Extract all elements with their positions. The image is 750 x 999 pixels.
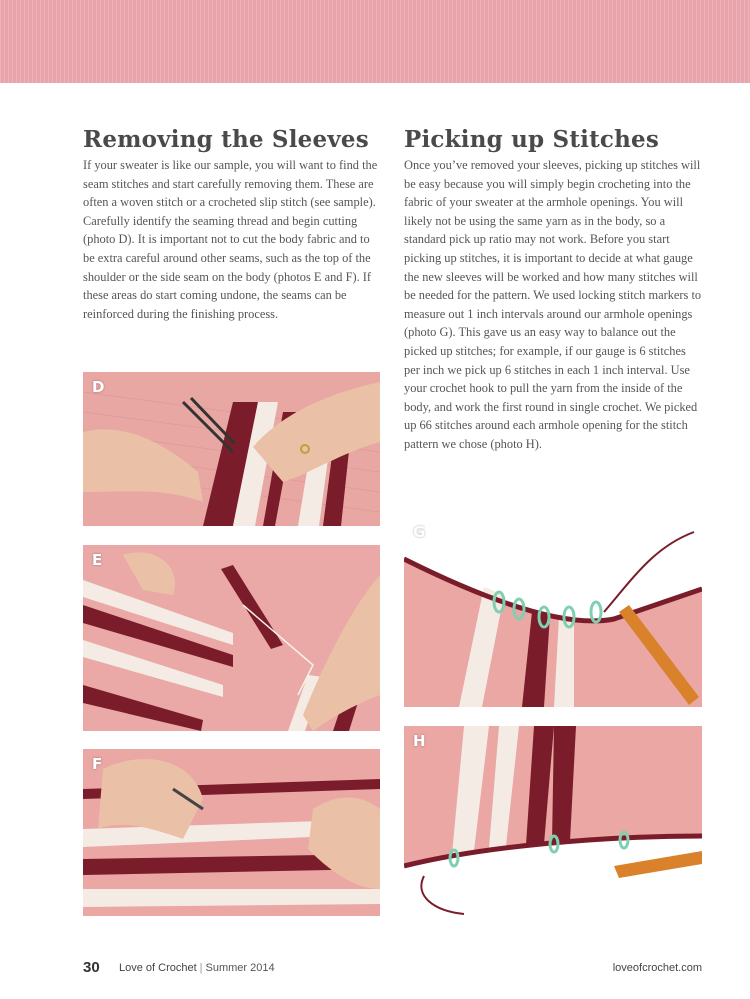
photo-d-cutting-seam: [83, 372, 380, 526]
section-heading-picking-up-stitches: Picking up Stitches: [404, 126, 660, 153]
header-banner: [0, 0, 750, 83]
body-text-removing-sleeves: If your sweater is like our sample, you will want to find the seam stitches and start carefully removing them. These are often a woven stitch or a crocheted slip stitch (see sample). Carefully identify the seaming thread and begin cutting (photo D). It is important not to cut the body fabric and to be extra careful around other seams, such as the top of the shoulder or the side seam on the body (photos E and F). If these areas do start coming undone, the seams can be reinforced during the finishing process.: [83, 158, 378, 321]
photo-g-stitch-markers: [404, 517, 702, 707]
photo-g-label: G: [413, 523, 426, 541]
footer-separator: |: [199, 962, 203, 974]
page-number: 30: [83, 959, 100, 976]
issue-date: Summer 2014: [205, 962, 275, 974]
photo-h-label: H: [413, 732, 426, 750]
section-heading-removing-sleeves: Removing the Sleeves: [83, 126, 369, 153]
photo-d-label: D: [92, 378, 105, 396]
publication-title: Love of Crochet: [119, 962, 197, 974]
photo-e-label: E: [92, 551, 103, 569]
photo-e-shoulder-seam: [83, 545, 380, 731]
photo-f-side-seam: [83, 749, 380, 916]
photo-f-label: F: [92, 755, 103, 773]
publication-name: [119, 962, 275, 974]
body-text-picking-up-stitches: Once you’ve removed your sleeves, picking up stitches will be easy because you will simply begin crocheting into the fabric of your sweater at the armhole openings. You will likely not be using the same yarn as in the body, so a standard pick up ratio may not work. Before you start picking up stitches, it is important to decide at what gauge the new sleeves will be worked and how many stitches will be needed for the pattern. We used locking stitch markers to measure out 1 inch intervals around our armhole openings (photo G). This gave us an easy way to balance out the picked up stitches; for example, if our gauge is 6 stitches per inch we pick up 6 stitches in each 1 inch interval. Use your crochet hook to pull the yarn from the inside of the body, and work the first round in single crochet. We picked up 66 stitches around each armhole opening for the stitch pattern we chose (photo H).: [404, 158, 702, 451]
photo-h-picked-up-stitches: [404, 726, 702, 916]
website-link[interactable]: loveofcrochet.com: [612, 962, 702, 974]
